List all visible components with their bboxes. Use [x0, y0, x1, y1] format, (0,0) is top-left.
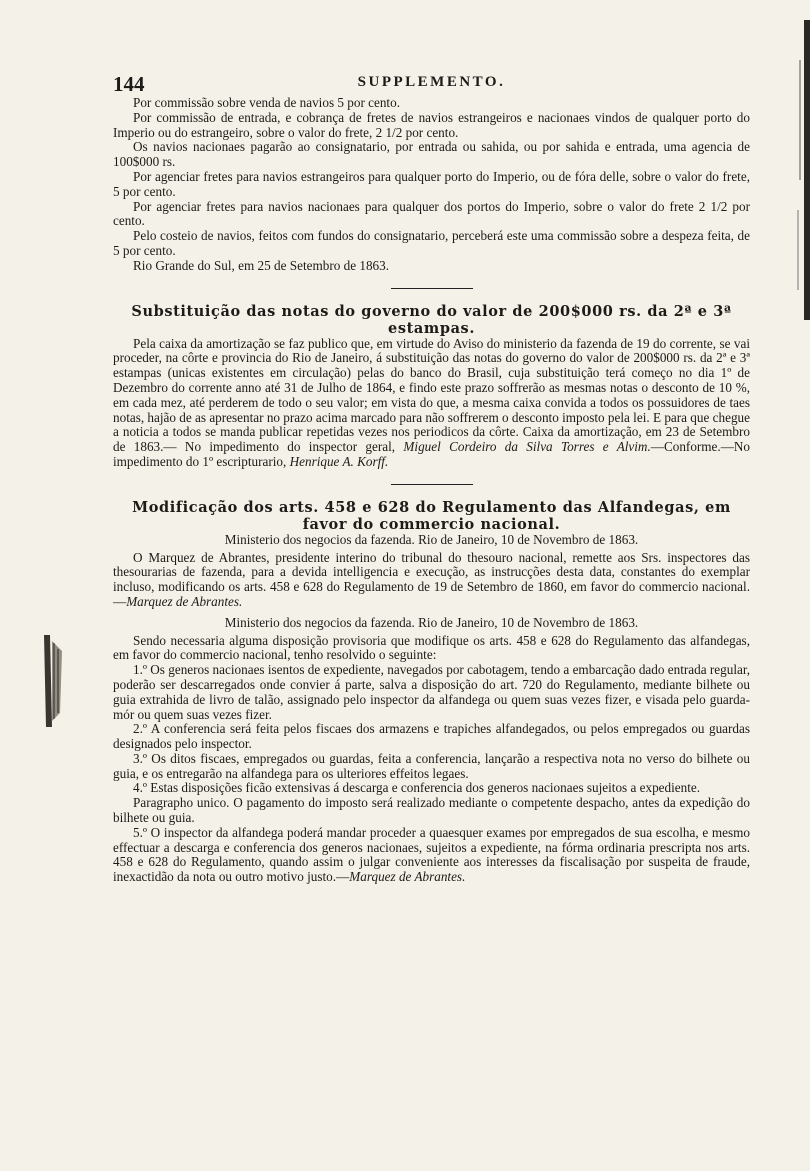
circular-text: O Marquez de Abrantes, presidente interino do tribunal do thesouro nacional, remette aos Srs. inspectores das thesourarias de fazenda, para a devida intelligencia e execução, as instrucções desta data, constantes do exemplar incluso, modificando os arts. 458 e 628 do Regulamento de 19 de Setembro de 1860, em favor do commercio nacional.— — [113, 549, 750, 609]
intro-paragraph: Por commissão de entrada, e cobrança de fretes de navios estrangeiros e nacionaes vindos de qualquer porto do Imperio ou do estrangeiro, sobre o valor do frete, 2 1/2 por cento. — [113, 109, 750, 140]
section-body — [113, 337, 750, 470]
running-head: SUPPLEMENTO. — [357, 74, 506, 90]
intro-paragraph: Os navios nacionaes pagarão ao consignatario, por entrada ou sahida, ou por sahida e entrada, uma agencia de 100$000 rs. — [113, 139, 750, 170]
signature: Marquez de Abrantes. — [126, 593, 243, 609]
intro-paragraph: Por commissão sobre venda de navios 5 por cento. — [133, 95, 400, 110]
signature: Henrique A. Korff. — [289, 453, 389, 469]
article-item: Paragrapho unico. O pagamento do imposto será realizado mediante o competente despacho, antes da expedição do bilhete ou guia. — [113, 795, 750, 826]
signature: Miguel Cordeiro da Silva Torres e Alvim. — [403, 439, 651, 455]
intro-paragraph: Por agenciar fretes para navios nacionaes para qualquer dos portos do Imperio, sobre o valor do frete 2 1/2 por cento. — [113, 198, 750, 229]
article-item: 4.º Estas disposições ficão extensivas á descarga e conferencia dos generos nacionaes sujeitos a expediente. — [133, 780, 701, 796]
intro-paragraph: Por agenciar fretes para navios estrangeiros para qualquer porto do Imperio, ou de fóra delle, sobre o valor do frete, 5 por cento. — [113, 168, 750, 199]
intro-paragraph: Pelo costeio de navios, feitos com fundos do consignatario, perceberá este uma commissão sobre a despeza feita, de 5 por cento. — [113, 228, 750, 258]
section-divider — [391, 288, 473, 289]
binding-edge-icon — [796, 20, 810, 320]
intro-dateline: Rio Grande do Sul, em 25 de Setembro de 1863. — [133, 257, 390, 273]
article-item: 1.º Os generos nacionaes isentos de expediente, navegados por cabotagem, tendo a embarcação dado entrada regular, poderão ser descarregados onde convier á parte, salva a disposição do art. 720 do Regulamento, mediante bilhete ou guia extrahida de livro de talão, assignado pelo inspector da alfandega ou quem suas vezes fizer, e visada pelo guarda-mór ou quem suas vezes fizer. — [113, 662, 750, 722]
page-number: 144 — [113, 72, 145, 96]
preamble: Sendo necessaria alguma disposição provisoria que modifique os arts. 458 e 628 do Regulamento das alfandegas, em favor do commercio nacional, tenho resolvido o seguinte: — [113, 632, 750, 663]
signature: Marquez de Abrantes. — [349, 869, 466, 885]
article-text: 5.º O inspector da alfandega poderá mandar proceder a quaesquer exames por empregados de sua escolha, e mesmo effectuar a descarga e conferencia dos generos nacionaes, sujeitos a expediente, na fórma ordinaria prescripta nos arts. 458 e 628 do Regulamento, quando assim o julgar conveniente aos interesses da fiscalisação por suspeita de fraude, inexactidão da nota ou outro motivo justo.— — [113, 824, 750, 885]
section-heading: Substituição das notas do governo do valor de 200$000 rs. da 2ª e 3ª estampas. — [131, 302, 732, 337]
article-item: 3.º Os ditos fiscaes, empregados ou guardas, feita a conferencia, lançarão a respectiva nota no verso do bilhete ou guia, e os entregarão na alfandega para os ulteriores effeitos legaes. — [113, 750, 750, 781]
conformity-note: —Conforme.—No impedimento do 1º escripturario, — [113, 439, 751, 469]
circular-paragraph — [113, 551, 750, 610]
text-column — [113, 96, 750, 885]
section-divider — [391, 484, 473, 485]
section-body-text: Pela caixa da amortização se faz publico que, em virtude do Aviso do ministerio da fazenda de 19 do corrente, se vai proceder, na côrte e provincia do Rio de Janeiro, á substituição das notas do governo do valor de 200$000 rs. da 2ª e 3ª estampas (unicas existentes em circulação) pelas do banco do Brasil, cuja substituição terá começo no dia 1º de Dezembro do corrente anno até 31 de Julho de 1864, e findo este prazo soffrerão as mesmas notas o desconto de 10 %, em cada mez, até perderem de todo o seu valor; em vista do que, a mesma caixa convida a todos os possuidores de taes notas, hajão de as apresentar no prazo acima marcado para não soffrerem o desconto imposto pela lei. E para que chegue a noticia a todos se manda publicar repetidas vezes nos periodicos da côrte. Caixa da amortização, em 23 de Setembro de 1863.— No impedimento do inspector geral, — [113, 335, 750, 455]
page-header — [113, 72, 750, 94]
section-heading: Modificação dos arts. 458 e 628 do Regulamento das Alfandegas, em favor do commercio nacional. — [132, 498, 731, 533]
article-item: 2.º A conferencia será feita pelos fiscaes dos armazens e trapiches alfandegados, ou pelos empregados ou guardas designados pelo inspector. — [113, 721, 750, 752]
dateline: Ministerio dos negocios da fazenda. Rio de Janeiro, 10 de Novembro de 1863. — [224, 614, 639, 630]
article-item — [113, 826, 750, 885]
dateline: Ministerio dos negocios da fazenda. Rio de Janeiro, 10 de Novembro de 1863. — [224, 531, 639, 547]
bookmark-ribbon-icon — [40, 633, 66, 729]
